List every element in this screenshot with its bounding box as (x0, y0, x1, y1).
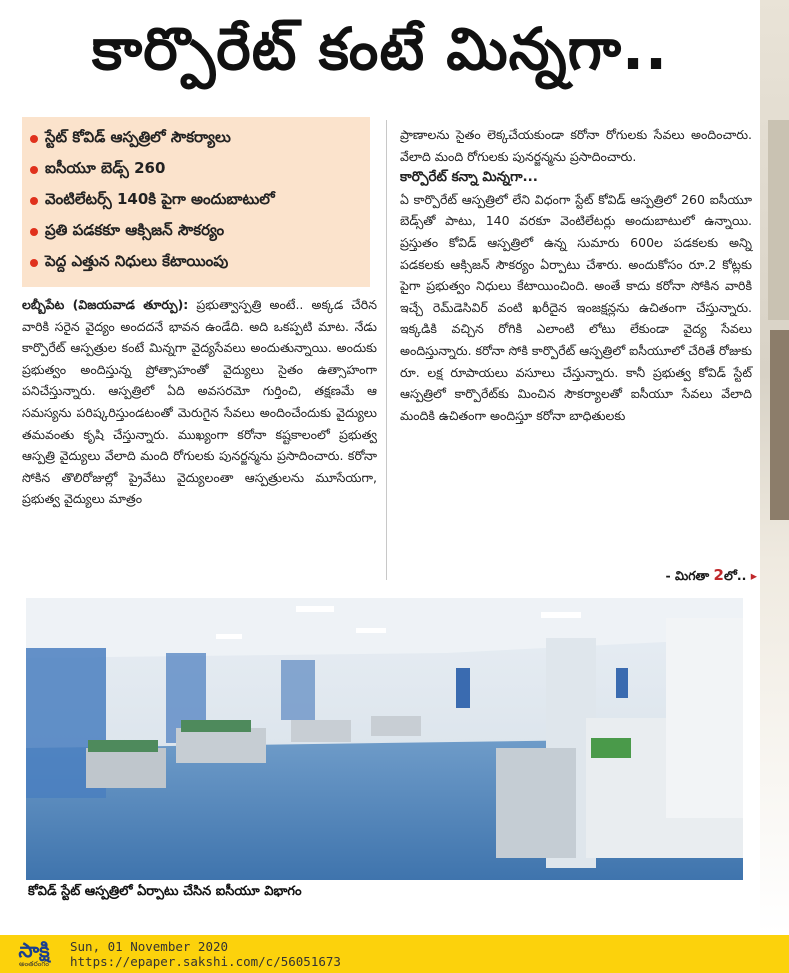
highlight-item (30, 216, 362, 247)
logo-text: సాక్షి (18, 938, 50, 962)
sakshi-logo[interactable] (6, 937, 62, 971)
footer-bar (0, 935, 789, 973)
continued-marker (612, 566, 757, 587)
continued-suffix: లో.. (723, 568, 747, 583)
icu-ward-photo (26, 598, 743, 880)
dateline: లబ్బీపేట (విజయవాడ తూర్పు): (22, 297, 189, 312)
highlights-box (22, 117, 370, 287)
bullet-icon (30, 228, 38, 236)
highlight-item (30, 123, 362, 154)
photo-caption: కోవిడ్ స్టేట్ ఆస్పత్రిలో ఏర్పాటు చేసిన ఐసీయూ విభాగం (28, 884, 302, 899)
highlight-item (30, 154, 362, 185)
adjacent-photo-fragment (770, 330, 789, 520)
continued-prefix: - మిగతా (665, 568, 710, 583)
column-divider (386, 120, 387, 580)
headline: కార్పొరేట్ కంటే మిన్నగా.. (91, 14, 669, 83)
highlight-text: స్టేట్ కోవిడ్ ఆస్పత్రిలో సౌకర్యాలు (45, 127, 231, 146)
article-body-right-2: ఏ కార్పొరేట్ ఆస్పత్రిలో లేని విధంగా స్టేట్ కోవిడ్ ఆస్పత్రిలో 260 ఐసీయూ బెడ్స్‌తో పాటు, 140 వరకూ వెంటిలేటర్లు అందుబాటులో ఉన్నాయి. ప్రస్తుతం కోవిడ్ ఆస్పత్రిలో ఉన్న సుమారు 600ల పడకలకు అన్ని పడకలకు ఆక్సిజన్ సౌకర్యం ఏర్పాటు చేశారు. అందుకోసం రూ.2 కోట్లకు పైగా ప్రభుత్వం నిధులు కేటాయించింది. అంతే కాదు కరోనా సోకిన వారికి ఇచ్చే రెమ్‌డెసివిర్ వంటి ఖరీదైన ఇంజక్షన్లను ఉచితంగా చేస్తున్నారు. ఇక్కడికి వచ్చిన రోగికి ఎలాంటి లోటు లేకుండా వైద్య సేవలు అందిస్తున్నారు. కరోనా సోకి కార్పొరేట్ ఆస్పత్రిలో ఐసీయూలో చేరితే రోజుకు రూ. లక్ష రూపాయలు వసూలు చేస్తున్నారు. కానీ ప్రభుత్వ కోవిడ్ స్టేట్ ఆస్పత్రిలో కార్పొరేట్‌కు మించిన సౌకర్యాలతో ఐసీయూ సేవలు వేలాది మందికి ఉచితంగా అందిస్తూ కరోనా బాధితులకు (400, 191, 752, 423)
article-column-left (22, 294, 377, 510)
article-body-left: ప్రభుత్వాస్పత్రి అంటే.. అక్కడ చేరిన వారికి సరైన వైద్యం అందదనే భావన ఉండేది. అది ఒకప్పటి మాట. నేడు కార్పొరేట్ ఆస్పత్రుల కంటే మిన్నగా వైద్యసేవలు అందుతున్నాయి. అందుకు ప్రభుత్వం అందిస్తున్న ప్రోత్సాహంతో వైద్యులు సైతం ఉత్సాహంగా పనిచేస్తున్నారు. ఆస్పత్రిలో ఏది అవసరమో గుర్తించి, తక్షణమే ఆ సమస్యను పరిష్కరిస్తుండటంతో మెరుగైన సేవలు అందించేందుకు వైద్యులు తమవంతు కృషి చేస్తున్నారు. ముఖ్యంగా కరోనా కష్టకాలంలో ప్రభుత్వ ఆస్పత్రి వైద్యులు వేలాది మంది రోగులకు పునర్జన్మను ప్రసాదించారు. కరోనా సోకిన తొలిరోజుల్లో ప్రైవేటు వైద్యులంతా ఆస్పత్రులను మూసేయగా, ప్రభుత్వ వైద్యులు మాత్రం (22, 297, 377, 507)
continued-page-number: 2 (713, 566, 724, 584)
highlight-text: వెంటిలేటర్స్ 140కి పైగా అందుబాటులో (45, 189, 275, 208)
bullet-icon (30, 259, 38, 267)
bullet-icon (30, 166, 38, 174)
highlight-text: పెద్ద ఎత్తున నిధులు కేటాయింపు (45, 251, 229, 270)
article-subheading: కార్పొరేట్ కన్నా మిన్నగా... (400, 169, 538, 186)
icu-ward-illustration (26, 598, 743, 880)
bullet-icon (30, 135, 38, 143)
adjacent-article-strip (760, 0, 789, 935)
epaper-url[interactable]: https://epaper.sakshi.com/c/56051673 (70, 954, 341, 969)
edition-date: Sun, 01 November 2020 (70, 939, 229, 954)
highlight-text: ఐసీయూ బెడ్స్ 260 (45, 158, 166, 177)
logo-tagline: అంతరంగం (19, 960, 49, 968)
arrow-right-icon: ▸ (750, 568, 757, 583)
footer-info (70, 939, 341, 969)
highlight-text: ప్రతి పడకకూ ఆక్సిజన్ సౌకర్యం (45, 220, 225, 239)
highlight-item (30, 247, 362, 278)
article-column-right (400, 124, 752, 426)
article-body-right-1: ప్రాణాలను సైతం లెక్కచేయకుండా కరోనా రోగులకు సేవలు అందించారు. వేలాది మంది రోగులకు పునర్జన్మను ప్రసాదించారు. (400, 127, 752, 164)
highlight-item (30, 185, 362, 216)
adjacent-photo-fragment (768, 120, 789, 320)
bullet-icon (30, 197, 38, 205)
